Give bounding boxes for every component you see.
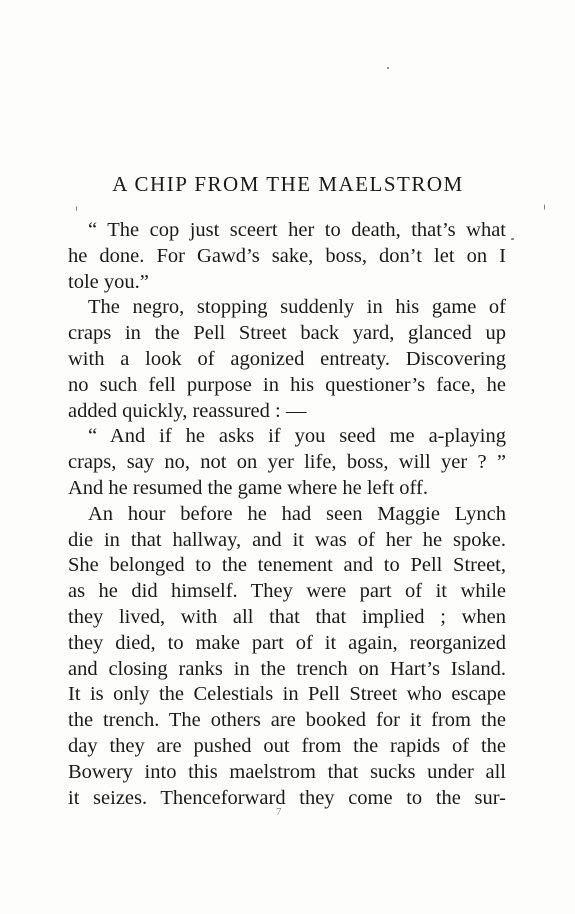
text-line: An hour before he had seen Maggie Lynch [88, 502, 506, 525]
text-line: The negro, stopping suddenly in his game of [88, 296, 506, 319]
paragraph [68, 295, 506, 424]
scan-speck [387, 67, 389, 69]
folio-mark: 7 [276, 806, 282, 818]
paragraph [68, 424, 506, 501]
text-line: they lived, with all that that implied ; when [68, 605, 506, 628]
text-line: the trench. The others are booked for it from the [68, 709, 506, 732]
text-line: and closing ranks in the trench on Hart’s Island. [68, 657, 506, 680]
text-line: he done. For Gawd’s sake, boss, don’t let on I [68, 244, 506, 267]
text-line: day they are pushed out from the rapids of the [68, 734, 506, 757]
text-line: die in that hallway, and it was of her he spoke. [68, 528, 506, 551]
text-line: they died, to make part of it again, reorganized [68, 631, 506, 654]
chapter-title: A CHIP FROM THE MAELSTROM [112, 172, 464, 196]
text-line: She belonged to the tenement and to Pell Street, [68, 554, 506, 577]
scan-speck [511, 238, 514, 240]
text-line: it seizes. Thenceforward they come to the sur- [68, 786, 506, 809]
text-line: with a look of agonized entreaty. Discovering [68, 347, 506, 370]
scan-speck [544, 204, 545, 210]
chapter-body [68, 218, 506, 811]
paragraph [68, 218, 506, 295]
text-line: “ The cop just sceert her to death, that’s what [88, 219, 506, 241]
text-line: added quickly, reassured : — [68, 399, 307, 422]
text-line: as he did himself. They were part of it while [68, 580, 506, 603]
text-line: craps in the Pell Street back yard, glanced up [68, 322, 506, 345]
text-line: It is only the Celestials in Pell Street who escape [68, 683, 506, 706]
text-line: And he resumed the game where he left off. [68, 476, 428, 499]
text-line: Bowery into this maelstrom that sucks under all [68, 760, 506, 783]
text-line: “ And if he asks if you seed me a-playing [88, 425, 506, 448]
text-line: no such fell purpose in his questioner’s face, he [68, 373, 506, 396]
text-line: tole you.” [68, 270, 149, 293]
paragraph [68, 502, 506, 812]
scan-speck [76, 206, 77, 211]
text-line: craps, say no, not on yer life, boss, will yer ? ” [68, 451, 506, 474]
